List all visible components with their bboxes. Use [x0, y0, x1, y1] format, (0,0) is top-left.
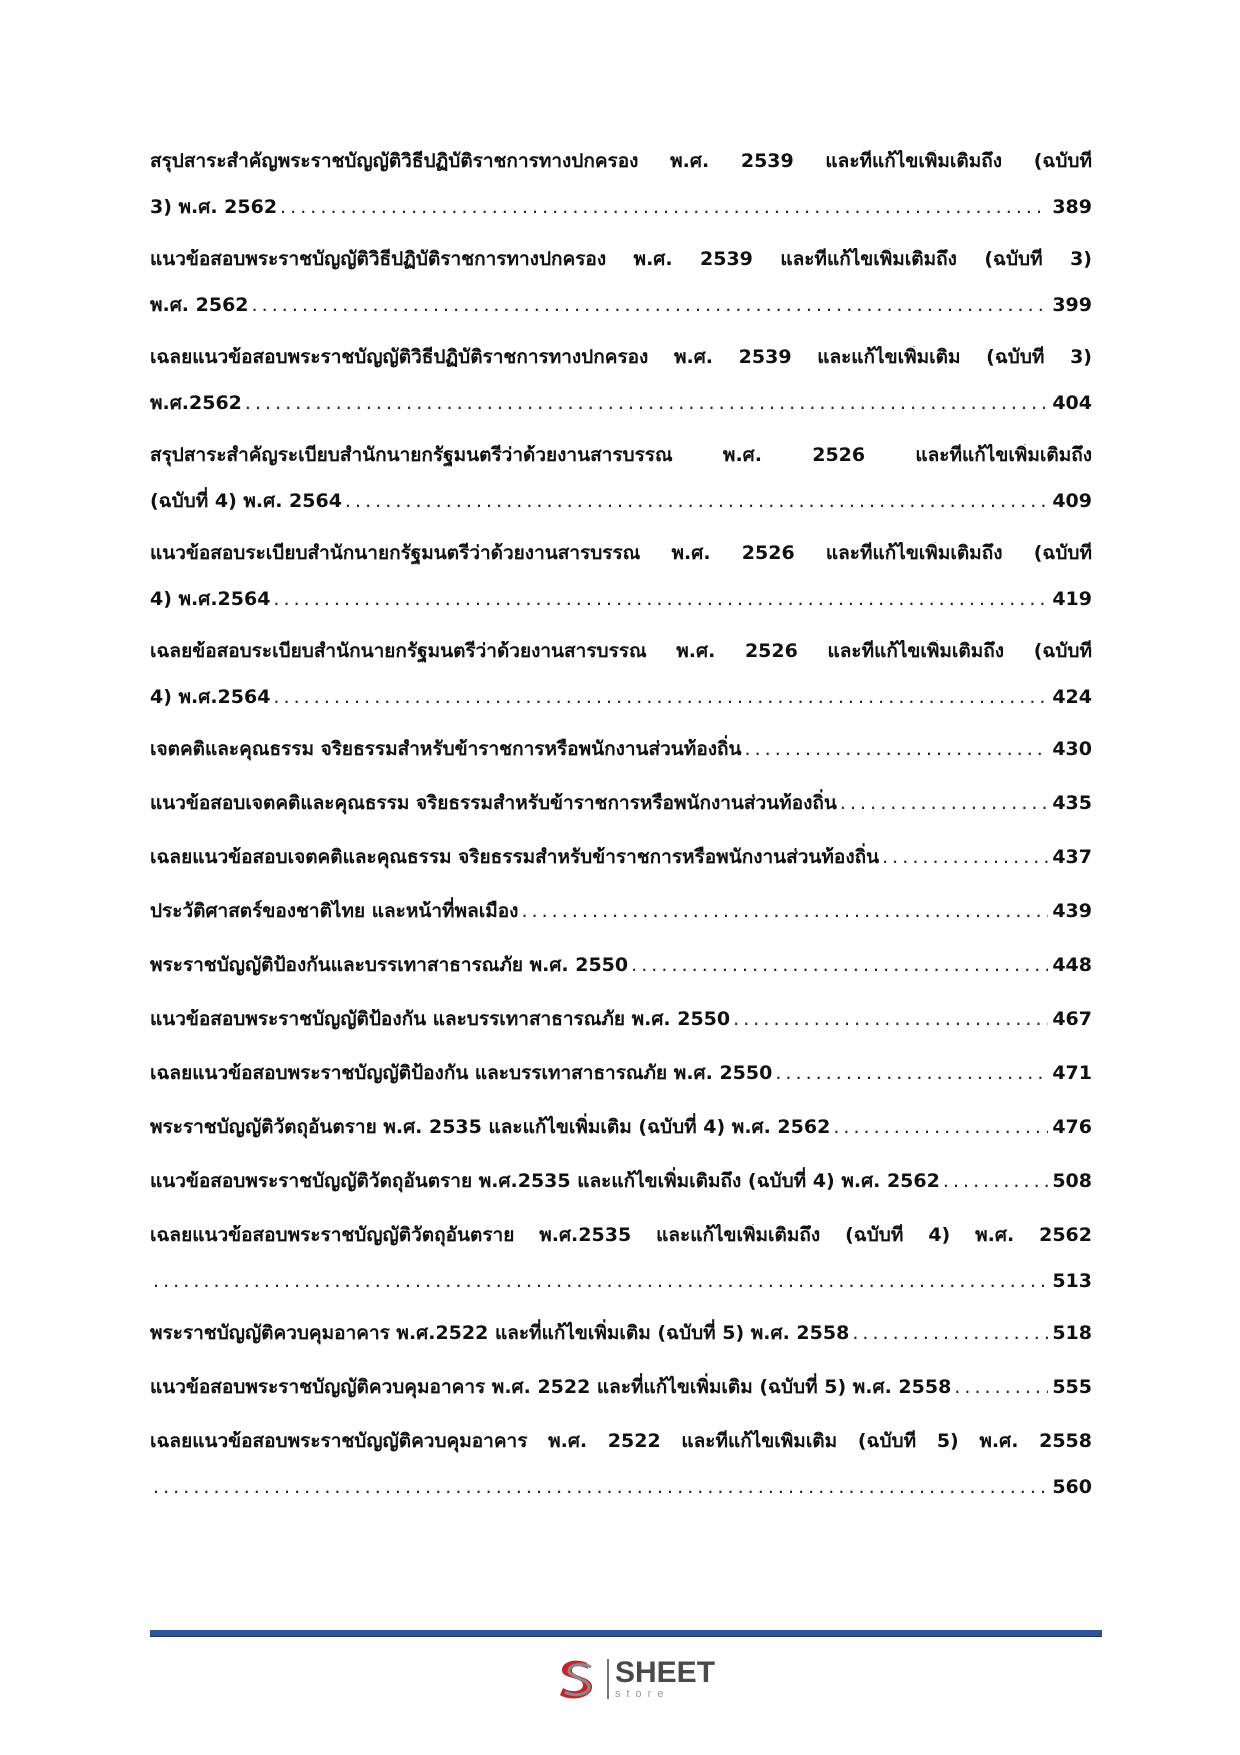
toc-entry[interactable]	[150, 346, 1092, 444]
toc-entry-title: ประวัติศาสตร์ของชาติไทย และหน้าที่พลเมือง	[150, 900, 519, 922]
toc-entry-title: เจตคติและคุณธรรม จริยธรรมสำหรับข้าราชการหรือพนักงานส่วนท้องถิ่น	[150, 738, 742, 760]
toc-entry-line	[150, 954, 1092, 976]
toc-page-number: 518	[1052, 1322, 1092, 1344]
sheet-store-logo-icon	[553, 1655, 601, 1703]
table-of-contents	[150, 150, 1092, 1528]
toc-entry[interactable]	[150, 1062, 1092, 1116]
toc-entry[interactable]	[150, 1170, 1092, 1224]
toc-entry-title-line1: เฉลยแนวข้อสอบพระราชบัญญัติวัตถุอันตราย พ.ศ.2535 และแก้ไขเพิ่มเติมถึง (ฉบับที่ 4) พ.ศ. 2562	[150, 1224, 1092, 1246]
toc-entry-line	[150, 294, 1092, 346]
toc-entry-title-line1: สรุปสาระสำคัญระเบียบสำนักนายกรัฐมนตรีว่าด้วยงานสารบรรณ พ.ศ. 2526 และที่แก้ไขเพิ่มเติมถึง	[150, 444, 1092, 466]
toc-entry-title: พ.ศ.2562	[150, 392, 242, 414]
toc-dot-leader	[833, 1116, 1048, 1138]
toc-page-number: 409	[1052, 490, 1092, 512]
toc-entry-line	[150, 392, 1092, 444]
toc-page-number: 448	[1052, 954, 1092, 976]
toc-dot-leader	[273, 588, 1048, 610]
toc-entry[interactable]	[150, 792, 1092, 846]
toc-page-number: 424	[1052, 686, 1092, 708]
toc-entry-title-line1: เฉลยแนวข้อสอบพระราชบัญญัติควบคุมอาคาร พ.ศ. 2522 และที่แก้ไขเพิ่มเติม (ฉบับที่ 5) พ.ศ. 2558	[150, 1430, 1092, 1452]
toc-entry-line	[150, 1322, 1092, 1344]
toc-dot-leader	[852, 1322, 1048, 1344]
toc-entry-title: พระราชบัญญัติควบคุมอาคาร พ.ศ.2522 และที่แก้ไขเพิ่มเติม (ฉบับที่ 5) พ.ศ. 2558	[150, 1322, 850, 1344]
toc-entry-title-line1: แนวข้อสอบระเบียบสำนักนายกรัฐมนตรีว่าด้วยงานสารบรรณ พ.ศ. 2526 และที่แก้ไขเพิ่มเติมถึง (ฉบับที่	[150, 542, 1092, 564]
toc-page-number: 439	[1052, 900, 1092, 922]
toc-dot-leader	[521, 900, 1048, 922]
toc-dot-leader	[345, 490, 1048, 512]
toc-entry-line	[150, 738, 1092, 760]
toc-page-number: 389	[1052, 196, 1092, 218]
toc-entry-title-line1: แนวข้อสอบพระราชบัญญัติวิธีปฏิบัติราชการทางปกครอง พ.ศ. 2539 และที่แก้ไขเพิ่มเติมถึง (ฉบับที่ 3)	[150, 248, 1092, 270]
toc-entry[interactable]	[150, 1008, 1092, 1062]
toc-entry[interactable]	[150, 248, 1092, 346]
toc-entry-title-line1: เฉลยแนวข้อสอบพระราชบัญญัติวิธีปฏิบัติราชการทางปกครอง พ.ศ. 2539 และแก้ไขเพิ่มเติม (ฉบับที่ 3)	[150, 346, 1092, 368]
toc-entry-line	[150, 686, 1092, 738]
toc-entry[interactable]	[150, 738, 1092, 792]
toc-page-number: 404	[1052, 392, 1092, 414]
toc-dot-leader	[745, 738, 1049, 760]
toc-entry-line	[150, 588, 1092, 640]
toc-entry-line	[150, 196, 1092, 248]
logo-brand-sub: store	[615, 1688, 670, 1700]
toc-entry-title: แนวข้อสอบพระราชบัญญัติควบคุมอาคาร พ.ศ. 2522 และที่แก้ไขเพิ่มเติม (ฉบับที่ 5) พ.ศ. 2558	[150, 1376, 952, 1398]
toc-entry-title: แนวข้อสอบพระราชบัญญัติป้องกัน และบรรเทาสาธารณภัย พ.ศ. 2550	[150, 1008, 731, 1030]
toc-dot-leader	[943, 1170, 1048, 1192]
toc-entry-line	[150, 1116, 1092, 1138]
toc-entry[interactable]	[150, 900, 1092, 954]
toc-page-number: 419	[1052, 588, 1092, 610]
toc-page-number: 555	[1052, 1376, 1092, 1398]
logo-divider	[607, 1659, 609, 1699]
toc-entry[interactable]	[150, 1430, 1092, 1528]
sheet-store-logo	[553, 1655, 715, 1703]
toc-entry-line	[150, 490, 1092, 542]
toc-dot-leader	[280, 196, 1048, 218]
toc-entry-line	[150, 792, 1092, 814]
toc-entry[interactable]	[150, 954, 1092, 1008]
toc-page-number: 560	[1052, 1476, 1092, 1498]
toc-dot-leader	[733, 1008, 1048, 1030]
toc-page-number: 471	[1052, 1062, 1092, 1084]
toc-dot-leader	[631, 954, 1048, 976]
toc-entry-title: พ.ศ. 2562	[150, 294, 249, 316]
toc-entry-line	[150, 1476, 1092, 1528]
toc-entry-title: (ฉบับที่ 4) พ.ศ. 2564	[150, 490, 342, 512]
toc-entry-line	[150, 1062, 1092, 1084]
toc-dot-leader	[840, 792, 1048, 814]
toc-page-number: 399	[1052, 294, 1092, 316]
toc-entry[interactable]	[150, 846, 1092, 900]
toc-entry[interactable]	[150, 444, 1092, 542]
toc-dot-leader	[954, 1376, 1048, 1398]
toc-page-number: 513	[1052, 1270, 1092, 1292]
toc-entry-title: พระราชบัญญัติวัตถุอันตราย พ.ศ. 2535 และแก้ไขเพิ่มเติม (ฉบับที่ 4) พ.ศ. 2562	[150, 1116, 831, 1138]
toc-page-number: 430	[1052, 738, 1092, 760]
toc-dot-leader	[153, 1270, 1048, 1292]
toc-entry-title: แนวข้อสอบเจตคติและคุณธรรม จริยธรรมสำหรับข้าราชการหรือพนักงานส่วนท้องถิ่น	[150, 792, 837, 814]
logo-text	[615, 1658, 715, 1700]
toc-page-number: 476	[1052, 1116, 1092, 1138]
toc-dot-leader	[775, 1062, 1048, 1084]
toc-dot-leader	[252, 294, 1049, 316]
toc-entry-title-line1: สรุปสาระสำคัญพระราชบัญญัติวิธีปฏิบัติราชการทางปกครอง พ.ศ. 2539 และที่แก้ไขเพิ่มเติมถึง (ฉบับที่	[150, 150, 1092, 172]
toc-entry-line	[150, 1270, 1092, 1322]
toc-entry-line	[150, 846, 1092, 868]
toc-entry-title: เฉลยแนวข้อสอบเจตคติและคุณธรรม จริยธรรมสำหรับข้าราชการหรือพนักงานส่วนท้องถิ่น	[150, 846, 880, 868]
toc-entry-title: 4) พ.ศ.2564	[150, 686, 271, 708]
toc-entry[interactable]	[150, 1376, 1092, 1430]
toc-entry[interactable]	[150, 1224, 1092, 1322]
toc-dot-leader	[882, 846, 1048, 868]
toc-entry-title: 3) พ.ศ. 2562	[150, 196, 278, 218]
toc-page-number: 435	[1052, 792, 1092, 814]
toc-entry[interactable]	[150, 542, 1092, 640]
toc-dot-leader	[245, 392, 1048, 414]
toc-entry-title-line1: เฉลยข้อสอบระเบียบสำนักนายกรัฐมนตรีว่าด้วยงานสารบรรณ พ.ศ. 2526 และที่แก้ไขเพิ่มเติมถึง (ฉบับที่	[150, 640, 1092, 662]
toc-entry[interactable]	[150, 150, 1092, 248]
toc-entry-line	[150, 1376, 1092, 1398]
toc-page-number: 467	[1052, 1008, 1092, 1030]
toc-entry[interactable]	[150, 1322, 1092, 1376]
toc-entry[interactable]	[150, 640, 1092, 738]
footer-rule	[150, 1630, 1102, 1637]
toc-page-number: 508	[1052, 1170, 1092, 1192]
toc-page-number: 437	[1052, 846, 1092, 868]
toc-dot-leader	[273, 686, 1048, 708]
toc-entry-title: พระราชบัญญัติป้องกันและบรรเทาสาธารณภัย พ.ศ. 2550	[150, 954, 629, 976]
toc-dot-leader	[153, 1476, 1048, 1498]
toc-entry-line	[150, 1170, 1092, 1192]
toc-entry[interactable]	[150, 1116, 1092, 1170]
toc-entry-title: เฉลยแนวข้อสอบพระราชบัญญัติป้องกัน และบรรเทาสาธารณภัย พ.ศ. 2550	[150, 1062, 773, 1084]
toc-entry-line	[150, 1008, 1092, 1030]
toc-entry-line	[150, 900, 1092, 922]
logo-brand: SHEET	[615, 1656, 716, 1689]
toc-entry-title: 4) พ.ศ.2564	[150, 588, 271, 610]
toc-entry-title: แนวข้อสอบพระราชบัญญัติวัตถุอันตราย พ.ศ.2535 และแก้ไขเพิ่มเติมถึง (ฉบับที่ 4) พ.ศ. 2562	[150, 1170, 940, 1192]
